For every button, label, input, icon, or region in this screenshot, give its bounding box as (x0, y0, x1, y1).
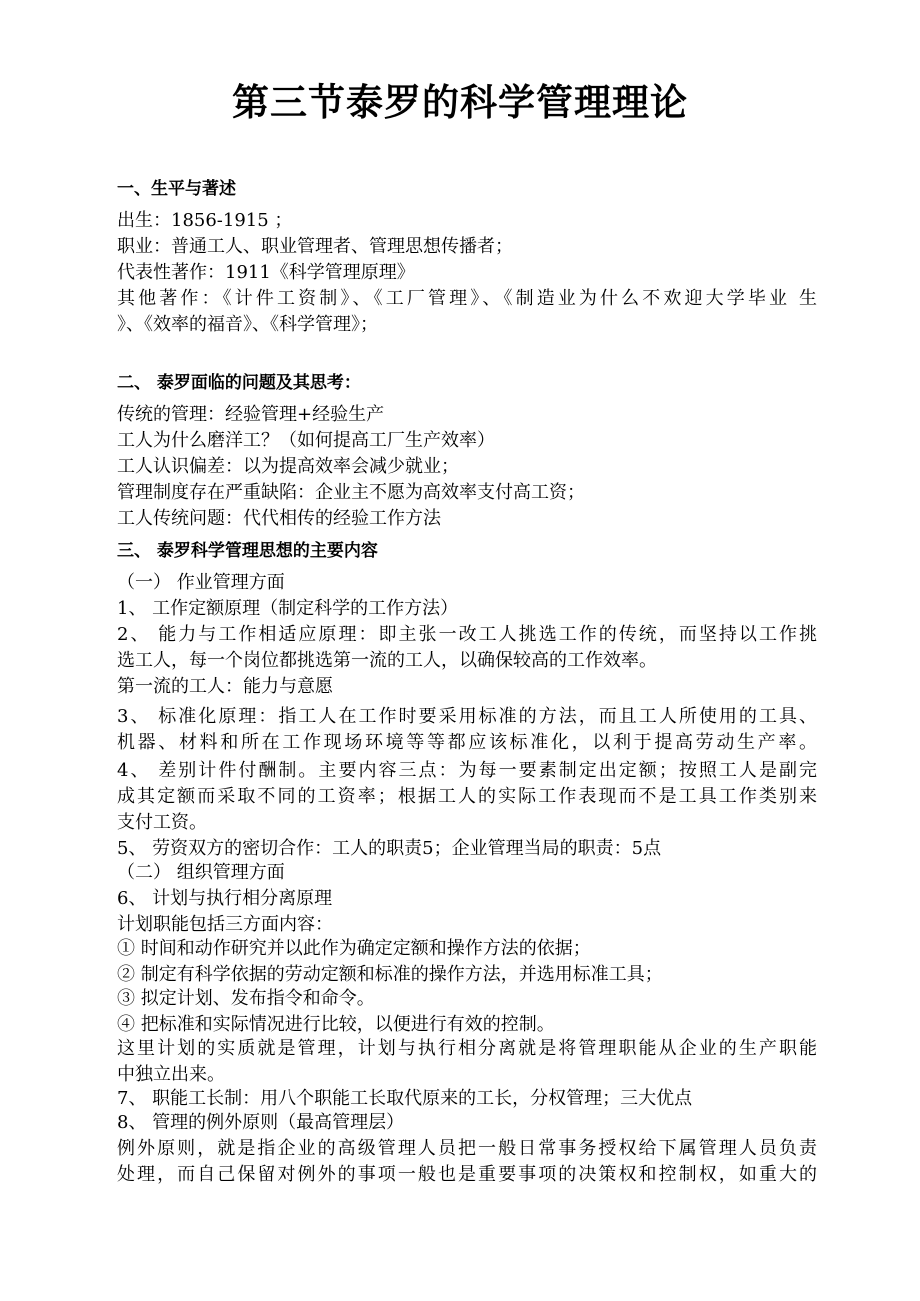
text-line: 出生：1856-1915 ； (117, 210, 293, 231)
text-line: 这里计划的实质就是管理，计划与执行相分离就是将管理职能从企业的生产职能 (117, 1038, 817, 1059)
text-line: 8、 管理的例外原则（最高管理层） (117, 1112, 405, 1133)
text-line: ① 时间和动作研究并以此作为确定定额和操作方法的依据； (117, 938, 591, 959)
text-line: 选工人，每一个岗位都挑选第一流的工人，以确保较高的工作效率。 (117, 650, 657, 671)
text-line: 机器、材料和所在工作现场环境等等都应该标准化，以利于提高劳动生产率。 (117, 732, 817, 753)
text-line: 工人认识偏差：以为提高效率会减少就业； (117, 456, 459, 477)
text-line: 3、 标准化原理：指工人在工作时要采用标准的方法，而且工人所使用的工具、 (117, 706, 817, 727)
text-line: 处理，而自己保留对例外的事项一般也是重要事项的决策权和控制权，如重大的 (117, 1164, 817, 1185)
section-heading-1: 一、生平与著述 (117, 179, 236, 199)
text-line: 成其定额而采取不同的工资率；根据工人的实际工作表现而不是工具工作类别来 (117, 786, 817, 807)
text-line: ④ 把标准和实际情况进行比较，以便进行有效的控制。 (117, 1014, 555, 1035)
text-line: 5、 劳资双方的密切合作：工人的职责5；企业管理当局的职责：5点 (117, 838, 662, 859)
section-heading-2: 二、 泰罗面临的问题及其思考： (117, 373, 361, 393)
text-line: 代表性著作：1911《科学管理原理》 (117, 262, 415, 283)
text-line: 管理制度存在严重缺陷：企业主不愿为高效率支付高工资； (117, 482, 585, 503)
text-line: 4、 差别计件付酬制。主要内容三点：为每一要素制定出定额；按照工人是副完 (117, 760, 817, 781)
section-heading-3: 三、 泰罗科学管理思想的主要内容 (117, 541, 378, 561)
text-line: 第一流的工人：能力与意愿 (117, 676, 333, 697)
text-line: 其他著作：《计件工资制》、《工厂管理》、《制造业为什么不欢迎大学毕业 生 (117, 288, 817, 309)
text-line: 传统的管理：经验管理+经验生产 (117, 404, 385, 425)
text-line: 计划职能包括三方面内容： (117, 914, 333, 935)
text-line: 1、 工作定额原理（制定科学的工作方法） (117, 598, 459, 619)
text-line: 7、 职能工长制：用八个职能工长取代原来的工长，分权管理；三大优点 (117, 1088, 693, 1109)
text-line: ② 制定有科学依据的劳动定额和标准的操作方法，并选用标准工具； (117, 964, 663, 985)
text-line: 工人传统问题：代代相传的经验工作方法 (117, 508, 441, 529)
text-line: ③ 拟定计划、发布指令和命令。 (117, 988, 375, 1009)
subsection-heading: （二） 组织管理方面 (117, 862, 285, 883)
text-line: 职业：普通工人、职业管理者、管理思想传播者； (117, 236, 513, 257)
page-title: 第三节泰罗的科学管理理论 (232, 81, 688, 124)
text-line: 工人为什么磨洋工？（如何提高工厂生产效率） (117, 430, 495, 451)
text-line: 中独立出来。 (117, 1064, 225, 1085)
text-line: 例外原则，就是指企业的高级管理人员把一般日常事务授权给下属管理人员负责 (117, 1138, 817, 1159)
subsection-heading: （一） 作业管理方面 (117, 572, 285, 593)
text-line: 2、 能力与工作相适应原理：即主张一改工人挑选工作的传统，而坚持以工作挑 (117, 624, 817, 645)
text-line: 6、 计划与执行相分离原理 (117, 888, 333, 909)
text-line: 支付工资。 (117, 812, 207, 833)
text-line: 》、《效率的福音》、《科学管理》； (117, 314, 378, 335)
